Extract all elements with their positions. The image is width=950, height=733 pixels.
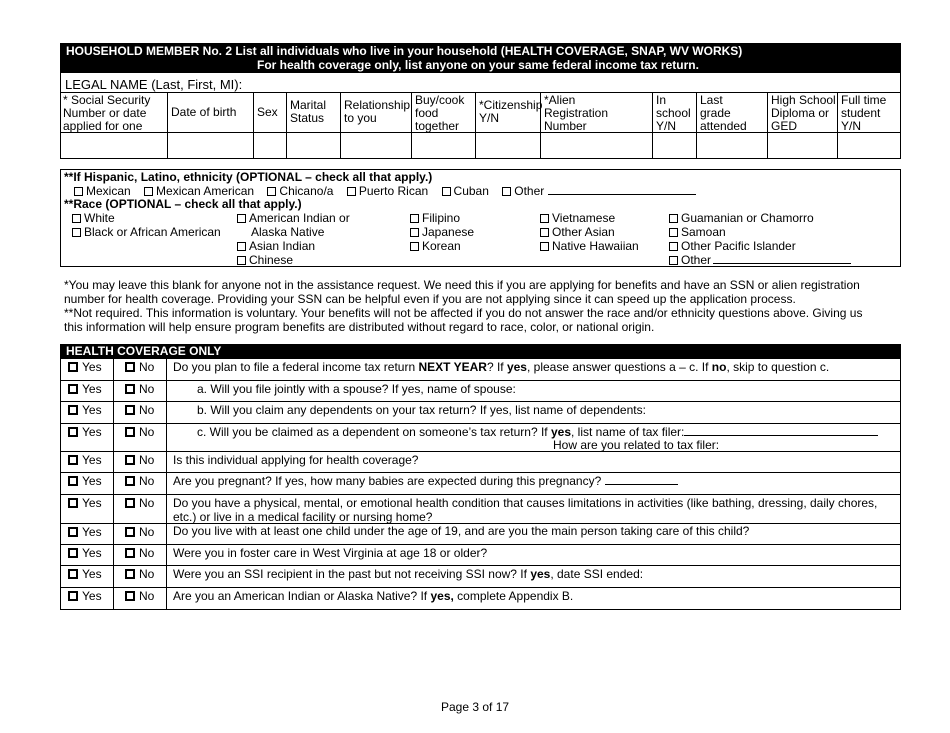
question-row-file-jointly (60, 380, 901, 401)
race-heading: **Race (OPTIONAL – check all that apply.) (64, 197, 302, 211)
question-text: c. Will you be claimed as a dependent on someone’s tax return? If yes, list name of tax filer: (197, 425, 878, 439)
column-header-line: Last (700, 93, 723, 107)
yes-checkbox[interactable]: Yes (68, 360, 102, 374)
yes-checkbox[interactable]: Yes (68, 382, 102, 396)
entry-cell-marital-status[interactable] (286, 132, 340, 159)
question-text: Are you pregnant? If yes, how many babies are expected during this pregnancy? (173, 474, 678, 488)
column-header-line: school (656, 106, 691, 120)
column-header-line: to you (344, 111, 377, 125)
household-title: HOUSEHOLD MEMBER No. 2 List all individuals who live in your household (HEALTH COVERAGE, SNAP, WV WORKS) (66, 44, 743, 58)
column-header-in-school (652, 92, 696, 132)
entry-cell-ssn[interactable] (60, 132, 167, 159)
column-header-line: Date of birth (171, 105, 237, 119)
yes-checkbox[interactable]: Yes (68, 425, 102, 439)
race-vietnamese[interactable]: Vietnamese (540, 211, 615, 225)
column-header-line: *Alien (544, 93, 576, 107)
no-checkbox[interactable]: No (125, 546, 154, 560)
column-header-ssn (60, 92, 167, 132)
ethnicity-option-chicano[interactable]: Chicano/a (267, 184, 333, 198)
column-header-line: Y/N (479, 111, 500, 125)
entry-cell-buy-cook-food[interactable] (411, 132, 475, 159)
race-korean[interactable]: Korean (410, 239, 461, 253)
column-header-line: * Social Security (63, 93, 151, 107)
page-number: Page 3 of 17 (441, 700, 510, 714)
column-header-line: *Citizenship (479, 98, 543, 112)
race-asian-indian[interactable]: Asian Indian (237, 239, 315, 253)
question-text-related: How are you related to tax filer: (553, 438, 720, 452)
no-checkbox[interactable]: No (125, 525, 154, 539)
ethnicity-option-cuban[interactable]: Cuban (442, 184, 489, 198)
column-header-line: Y/N (841, 119, 862, 133)
yes-checkbox[interactable]: Yes (68, 589, 102, 603)
tax-filer-line[interactable] (684, 435, 878, 436)
ethnicity-options (74, 184, 696, 198)
race-filipino[interactable]: Filipino (410, 211, 460, 225)
column-header-line: Sex (257, 105, 278, 119)
question-row-american-indian (60, 587, 901, 610)
ethnicity-option-other[interactable]: Other (502, 184, 544, 198)
race-other-line[interactable] (713, 263, 851, 264)
column-header-high-school-diploma (767, 92, 837, 132)
column-header-date-of-birth (167, 92, 253, 132)
column-header-full-time-student (837, 92, 901, 132)
column-header-line: Registration (544, 106, 609, 120)
race-guamanian[interactable]: Guamanian or Chamorro (669, 211, 814, 225)
race-chinese[interactable]: Chinese (237, 253, 293, 267)
babies-line[interactable] (605, 484, 678, 485)
question-row-child-care (60, 523, 901, 544)
no-checkbox[interactable]: No (125, 567, 154, 581)
question-row-file-tax (60, 358, 901, 380)
question-text: a. Will you file jointly with a spouse? If yes, name of spouse: (197, 382, 516, 396)
yes-checkbox[interactable]: Yes (68, 474, 102, 488)
question-row-ssi (60, 565, 901, 587)
race-black[interactable]: Black or African American (72, 225, 221, 239)
ethnicity-option-mexican[interactable]: Mexican (74, 184, 131, 198)
no-checkbox[interactable]: No (125, 403, 154, 417)
race-samoan[interactable]: Samoan (669, 225, 726, 239)
column-header-last-grade (696, 92, 767, 132)
question-text: Is this individual applying for health coverage? (173, 453, 419, 467)
question-row-claimed-dependent (60, 423, 901, 451)
question-text: Are you an American Indian or Alaska Native? If yes, complete Appendix B. (173, 589, 574, 603)
column-header-line: In (656, 93, 667, 107)
note-line-4: this information will help ensure program benefits are distributed without regard to race, color, or national origin. (64, 320, 655, 334)
ethnicity-heading: **If Hispanic, Latino, ethnicity (OPTIONAL – check all that apply.) (64, 170, 433, 184)
column-header-line: Status (290, 111, 325, 125)
yes-checkbox[interactable]: Yes (68, 496, 102, 510)
column-header-citizenship (475, 92, 543, 132)
legal-name-label: LEGAL NAME (Last, First, MI): (65, 77, 243, 92)
yes-checkbox[interactable]: Yes (68, 403, 102, 417)
no-checkbox[interactable]: No (125, 360, 154, 374)
entry-cell-sex[interactable] (253, 132, 286, 159)
yes-checkbox[interactable]: Yes (68, 453, 102, 467)
household-subtitle: For health coverage only, list anyone on your same federal income tax return. (257, 58, 699, 72)
column-header-line: Number (544, 119, 587, 133)
column-header-line: Number or date (63, 106, 147, 120)
question-text: Were you an SSI recipient in the past but not receiving SSI now? If yes, date SSI ended: (173, 567, 644, 581)
question-text: b. Will you claim any dependents on your tax return? If yes, list name of dependents: (197, 403, 646, 417)
column-header-sex (253, 92, 286, 132)
column-header-line: Marital (290, 98, 327, 112)
column-header-relationship (340, 92, 411, 132)
column-header-line: attended (700, 119, 747, 133)
race-american-indian-cont: Alaska Native (251, 225, 325, 239)
column-header-line: Buy/cook (415, 93, 465, 107)
column-header-line: Relationship (344, 98, 411, 112)
note-line-2: number for health coverage. Providing your SSN can be helpful even if you are not applying since it can speed up the application process. (64, 292, 796, 306)
column-header-line: GED (771, 119, 798, 133)
ethnicity-other-line[interactable] (548, 194, 696, 195)
question-row-pregnant (60, 472, 901, 494)
question-text: Do you live with at least one child under the age of 19, and are you the main person taking care of this child? (173, 524, 750, 538)
health-coverage-header (60, 344, 901, 359)
no-checkbox[interactable]: No (125, 425, 154, 439)
column-header-buy-cook-food (411, 92, 475, 132)
race-japanese[interactable]: Japanese (410, 225, 474, 239)
entry-cell-full-time-student[interactable] (837, 132, 901, 159)
column-header-line: Full time (841, 93, 887, 107)
column-header-line: grade (700, 106, 731, 120)
race-white[interactable]: White (72, 211, 115, 225)
note-line-3: **Not required. This information is voluntary. Your benefits will not be affected if you do not answer the race and/or ethnicity questions above. Giving us (64, 306, 863, 320)
race-american-indian[interactable]: American Indian or (237, 211, 350, 225)
yes-checkbox[interactable]: Yes (68, 525, 102, 539)
question-text-cont: etc.) or live in a medical facility or nursing home? (173, 510, 433, 524)
entry-cell-last-grade[interactable] (696, 132, 767, 159)
question-row-dependents (60, 401, 901, 423)
no-checkbox[interactable]: No (125, 453, 154, 467)
entry-cell-alien-registration[interactable] (540, 132, 652, 159)
ethnicity-option-mexican-american[interactable]: Mexican American (144, 184, 254, 198)
entry-cell-in-school[interactable] (652, 132, 696, 159)
question-row-applying-coverage (60, 451, 901, 472)
race-other-pacific[interactable]: Other Pacific Islander (669, 239, 796, 253)
question-text: Do you plan to file a federal income tax return NEXT YEAR? If yes, please answer questions a – c. If no, skip to question c. (173, 360, 830, 374)
no-checkbox[interactable]: No (125, 589, 154, 603)
column-header-line: High School (771, 93, 836, 107)
question-row-health-condition (60, 494, 901, 523)
question-text: Were you in foster care in West Virginia at age 18 or older? (173, 546, 488, 560)
column-header-marital-status (286, 92, 340, 132)
race-native-hawaiian[interactable]: Native Hawaiian (540, 239, 639, 253)
no-checkbox[interactable]: No (125, 496, 154, 510)
note-line-1: *You may leave this blank for anyone not in the assistance request. We need this if you are applying for benefits and have an SSN or alien registration (64, 278, 860, 292)
entry-cell-citizenship[interactable] (475, 132, 540, 159)
ethnicity-option-puerto-rican[interactable]: Puerto Rican (347, 184, 428, 198)
entry-cell-relationship[interactable] (340, 132, 411, 159)
no-checkbox[interactable]: No (125, 382, 154, 396)
entry-cell-date-of-birth[interactable] (167, 132, 253, 159)
question-text: Do you have a physical, mental, or emotional health condition that causes limitations in activities (like bathing, dressing, daily chores, (173, 496, 878, 510)
column-header-line: food (415, 106, 439, 120)
column-header-alien-registration (540, 92, 652, 132)
yes-checkbox[interactable]: Yes (68, 546, 102, 560)
column-header-line: Diploma or (771, 106, 830, 120)
column-header-line: applied for one (63, 119, 143, 133)
entry-cell-high-school-diploma[interactable] (767, 132, 837, 159)
household-header (60, 43, 901, 73)
yes-checkbox[interactable]: Yes (68, 567, 102, 581)
health-coverage-title: HEALTH COVERAGE ONLY (66, 344, 222, 358)
column-header-line: together (415, 119, 460, 133)
no-checkbox[interactable]: No (125, 474, 154, 488)
race-other[interactable]: Other (669, 253, 851, 267)
race-other-asian[interactable]: Other Asian (540, 225, 615, 239)
question-row-foster-care (60, 544, 901, 565)
column-header-line: student (841, 106, 881, 120)
column-header-line: Y/N (656, 119, 677, 133)
